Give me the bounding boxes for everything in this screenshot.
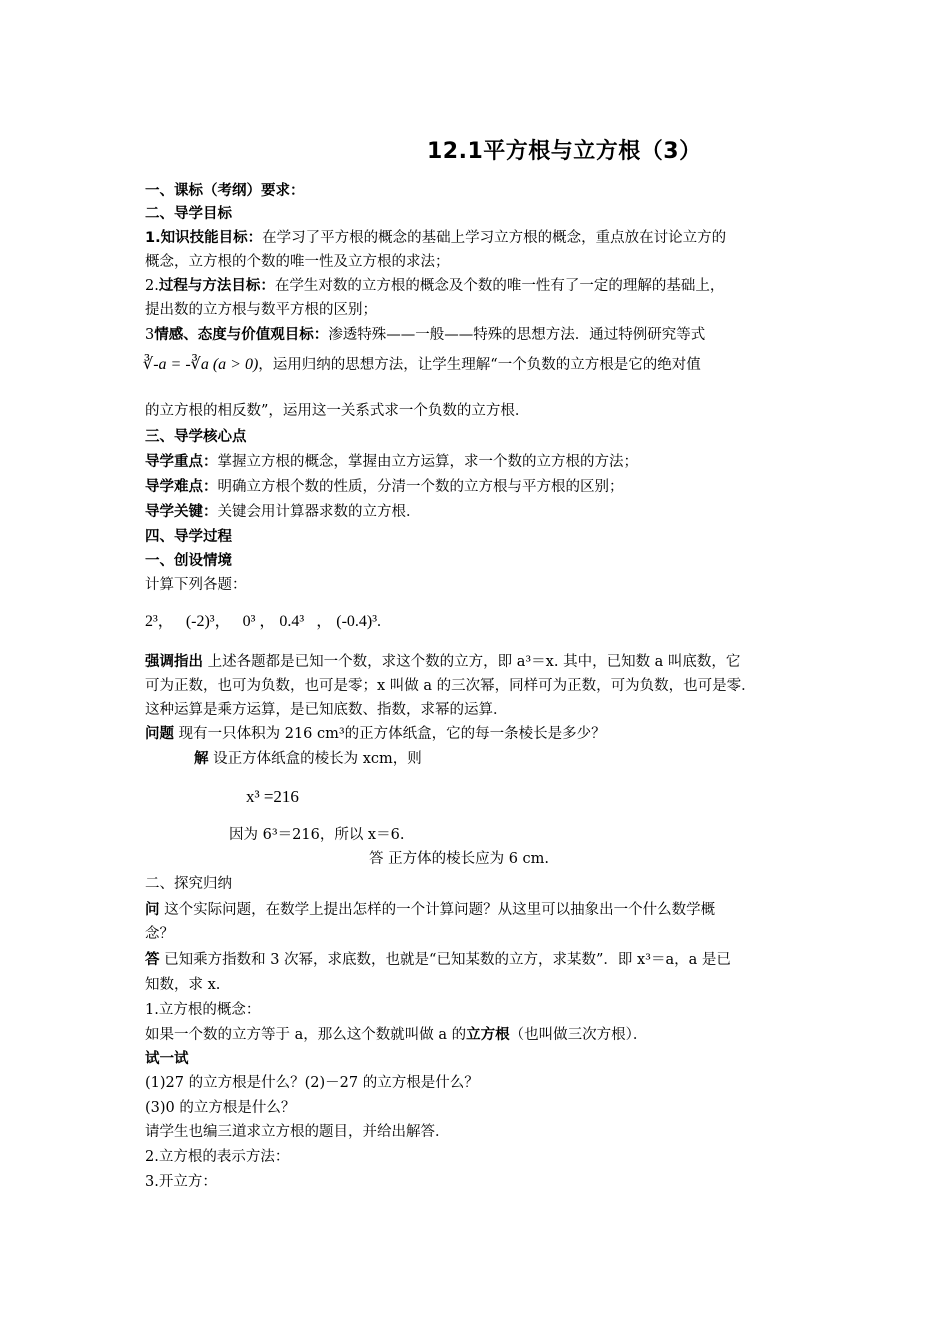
try-line-3: 请学生也编三道求立方根的题目，并给出解答． [145,1124,450,1140]
calc-item: 2³ [145,613,158,630]
goal-3-line [145,325,705,345]
emphasis-label: 强调指出 [145,654,203,670]
goal-2-label: 过程与方法目标： [158,278,275,294]
try-line-1: (1)27 的立方根是什么？(2)－27 的立方根是什么？ [145,1075,479,1091]
emphasis-line-3: 这种运算是乘方运算，是已知底数、指数，求幂的运算． [145,702,508,718]
concept-3-heading: 3.开立方： [145,1174,217,1190]
concept-1-heading: 1.立方根的概念： [145,1002,261,1018]
question-line [145,724,606,744]
calc-item: 0.4³ [279,613,305,630]
calc-item: (-2)³ [185,613,215,630]
question-text: 现有一只体积为 216 cm³的正方体纸盒，它的每一条棱长是多少？ [174,726,606,742]
ask-line-1 [145,900,715,920]
concept-1-definition [145,1025,647,1045]
part-2-heading: 二、探究归纳 [145,876,232,892]
definition-text-a: 如果一个数的立方等于 a，那么这个数就叫做 a 的 [145,1027,467,1043]
goal-1-line-2: 概念，立方根的个数的唯一性及立方根的求法； [145,254,450,270]
cube-root-formula: ∛-a = -∛a (a > 0) [143,356,259,373]
try-heading: 试一试 [145,1051,189,1067]
answer-line: 答 正方体的棱长应为 6 cm. [369,851,550,867]
key-point-line [145,452,638,472]
goal-2-line-2: 提出数的立方根与数平方根的区别； [145,302,377,318]
key-point-label: 导学重点： [145,454,218,470]
goal-3-formula-line [143,355,701,375]
ask-text-1: 这个实际问题，在数学上提出怎样的一个计算问题？从这里可以抽象出一个什么数学概 [159,902,716,918]
goal-1-line [145,228,726,248]
section-process: 四、导学过程 [145,529,232,545]
goal-1-label: 1.知识技能目标： [145,230,263,246]
calc-item: 0³ [242,613,256,630]
solution-line [194,749,422,769]
key-line [145,502,421,522]
answer-2-line-1 [145,950,731,970]
emphasis-text-1: 上述各题都是已知一个数，求这个数的立方，即 a³＝x. 其中，已知数 a 叫底数，它 [203,654,741,670]
page-title: 12.1平方根与立方根（3） [427,139,702,164]
goal-3-text-2: ，运用归纳的思想方法，让学生理解“一个负数的立方根是它的绝对值 [258,357,701,373]
concept-2-heading: 2.立方根的表示方法： [145,1149,290,1165]
goal-3-number: 3 [145,327,155,343]
goal-2-text: 在学生对数的立方根的概念及个数的唯一性有了一定的理解的基础上， [274,278,725,294]
calc-item: (-0.4)³ [336,613,378,630]
goal-1-text: 在学习了平方根的概念的基础上学习立方根的概念，重点放在讨论立方的 [262,230,727,246]
question-label: 问题 [145,726,174,742]
solution-because: 因为 6³＝216，所以 x＝6. [229,827,405,843]
section-requirements: 一、课标（考纲）要求： [145,183,305,199]
section-goals: 二、导学目标 [145,206,232,222]
goal-3-line-3: 的立方根的相反数”，运用这一关系式求一个负数的立方根． [145,403,530,419]
section-core-points: 三、导学核心点 [145,429,247,445]
ask-line-2: 念？ [145,926,174,942]
part-1-heading: 一、创设情境 [145,553,232,569]
goal-2-number: 2. [145,278,159,294]
answer-2-label: 答 [145,952,160,968]
calc-intro: 计算下列各题： [145,577,247,593]
definition-term: 立方根 [466,1027,510,1043]
difficulty-label: 导学难点： [145,479,218,495]
emphasis-line-2: 可为正数，也可为负数，也可是零；x 叫做 a 的三次幂，同样可为正数，可为负数，也可是零． [145,678,756,694]
definition-text-b: （也叫做三次方根）． [509,1027,648,1043]
goal-2-line [145,276,724,296]
answer-2-line-2: 知数，求 x. [145,977,221,993]
calc-expressions: 2³， (-2)³， 0³ ， 0.4³ ， (-0.4)³. [145,613,382,630]
difficulty-line [145,477,624,497]
answer-2-text-1: 已知乘方指数和 3 次幂，求底数，也就是“已知某数的立方，求某数”．即 x³＝a，a 是已 [159,952,731,968]
emphasis-line-1 [145,652,740,672]
goal-3-label: 情感、态度与价值观目标： [154,327,329,343]
try-line-2: (3)0 的立方根是什么？ [145,1100,296,1116]
key-text: 关键会用计算器求数的立方根． [217,504,421,520]
solution-label: 解 [194,751,209,767]
key-point-text: 掌握立方根的概念，掌握由立方运算，求一个数的立方根的方法； [217,454,638,470]
key-label: 导学关键： [145,504,218,520]
difficulty-text: 明确立方根个数的性质，分清一个数的立方根与平方根的区别； [217,479,624,495]
goal-3-text: 渗透特殊——一般——特殊的思想方法．通过特例研究等式 [328,327,706,343]
ask-label: 问 [145,902,160,918]
solution-text: 设正方体纸盒的棱长为 xcm，则 [208,751,422,767]
solution-equation: x³ =216 [246,787,299,806]
